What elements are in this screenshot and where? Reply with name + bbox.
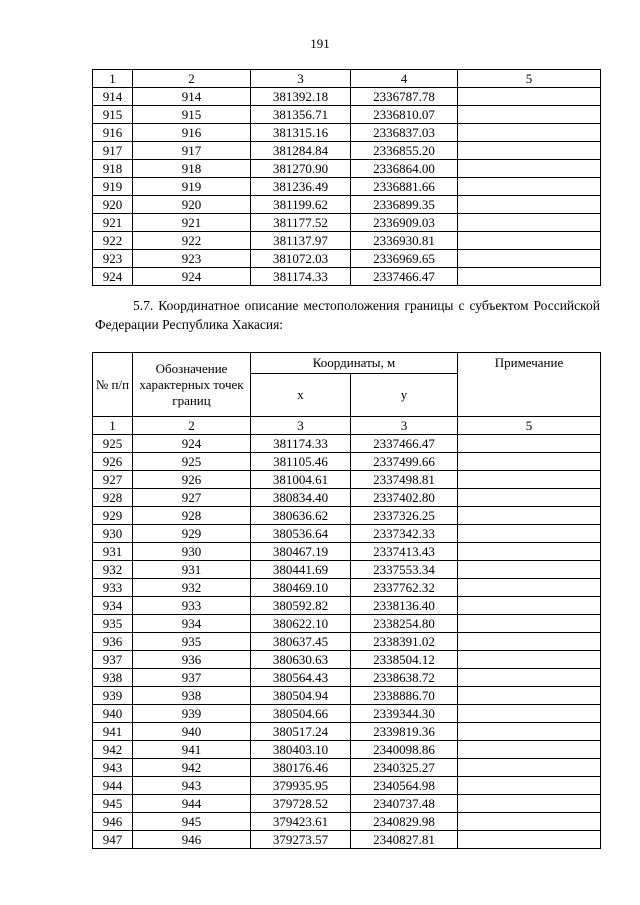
table-cell: 2340564.98 (351, 777, 458, 795)
table-cell: 934 (93, 597, 133, 615)
table-row (93, 160, 601, 178)
table-row (93, 196, 601, 214)
table-row (93, 615, 601, 633)
table-cell: 381315.16 (251, 124, 351, 142)
table-row (93, 453, 601, 471)
table-cell (458, 759, 601, 777)
table-cell (458, 435, 601, 453)
table-cell: 380622.10 (251, 615, 351, 633)
table-cell: 2336930.81 (351, 232, 458, 250)
table-cell (458, 471, 601, 489)
table-cell: 943 (93, 759, 133, 777)
table-cell: 2337466.47 (351, 268, 458, 286)
table-cell: 925 (133, 453, 251, 471)
table-cell: 939 (133, 705, 251, 723)
table-cell: 381392.18 (251, 88, 351, 106)
table-row (93, 232, 601, 250)
table-cell: 380592.82 (251, 597, 351, 615)
table-cell (458, 489, 601, 507)
table-cell: 2337498.81 (351, 471, 458, 489)
table-cell: 917 (133, 142, 251, 160)
table-cell: 941 (133, 741, 251, 759)
table-row (93, 687, 601, 705)
table-cell: 935 (133, 633, 251, 651)
table-cell: 939 (93, 687, 133, 705)
table-row (93, 124, 601, 142)
table-row (93, 525, 601, 543)
table-cell: 925 (93, 435, 133, 453)
table-cell: 928 (133, 507, 251, 525)
table-row (93, 759, 601, 777)
table-cell: 947 (93, 831, 133, 849)
table-cell: 381072.03 (251, 250, 351, 268)
table-cell: 381137.97 (251, 232, 351, 250)
table-cell: 918 (93, 160, 133, 178)
table-cell (458, 178, 601, 196)
table-row (93, 543, 601, 561)
table-cell: 936 (133, 651, 251, 669)
table-row (93, 723, 601, 741)
index-cell: 2 (133, 417, 251, 435)
table-cell: 2336855.20 (351, 142, 458, 160)
table-cell: 381174.33 (251, 435, 351, 453)
table-cell: 919 (133, 178, 251, 196)
table-cell (458, 160, 601, 178)
coordinates-table (92, 352, 601, 849)
table-row (93, 831, 601, 849)
table-cell: 924 (93, 268, 133, 286)
table-row (93, 142, 601, 160)
table-cell: 2340325.27 (351, 759, 458, 777)
table-cell (458, 268, 601, 286)
table-row (93, 178, 601, 196)
header-cell: 1 (93, 70, 133, 88)
header-cell: 3 (251, 70, 351, 88)
table-cell: 946 (93, 813, 133, 831)
table-cell: 942 (133, 759, 251, 777)
table-cell: 914 (133, 88, 251, 106)
column-header-note: Примечание (458, 353, 601, 417)
index-cell: 3 (251, 417, 351, 435)
table-cell: 931 (93, 543, 133, 561)
table-index-row (93, 417, 601, 435)
table-cell (458, 831, 601, 849)
table-cell: 916 (93, 124, 133, 142)
section-text: 5.7. Координатное описание местоположения границы с субъектом Российской Федерации Республика Хакасия: (95, 298, 600, 332)
table-cell: 934 (133, 615, 251, 633)
table-cell: 381105.46 (251, 453, 351, 471)
table-cell: 915 (93, 106, 133, 124)
table-cell: 2336837.03 (351, 124, 458, 142)
table-cell: 922 (133, 232, 251, 250)
table-row (93, 597, 601, 615)
table-row (93, 651, 601, 669)
table-cell: 2336881.66 (351, 178, 458, 196)
table-cell: 921 (93, 214, 133, 232)
table-cell (458, 250, 601, 268)
header-cell: 2 (133, 70, 251, 88)
header-cell: 4 (351, 70, 458, 88)
page-number: 191 (310, 36, 330, 51)
table-cell: 2340737.48 (351, 795, 458, 813)
table-cell: 2337413.43 (351, 543, 458, 561)
table-cell: 380536.64 (251, 525, 351, 543)
table-cell: 932 (133, 579, 251, 597)
table-row (93, 561, 601, 579)
table-cell: 2336810.07 (351, 106, 458, 124)
table-cell: 380564.43 (251, 669, 351, 687)
table-row (93, 507, 601, 525)
table-cell: 930 (93, 525, 133, 543)
table-row (93, 250, 601, 268)
table-cell (458, 507, 601, 525)
table-cell: 2337326.25 (351, 507, 458, 525)
table-cell (458, 633, 601, 651)
table-cell (458, 561, 601, 579)
table-cell: 915 (133, 106, 251, 124)
table-row (93, 741, 601, 759)
table-cell: 924 (133, 268, 251, 286)
index-cell: 3 (351, 417, 458, 435)
table-row (93, 813, 601, 831)
table-cell: 380834.40 (251, 489, 351, 507)
table-cell: 937 (93, 651, 133, 669)
table-cell: 945 (93, 795, 133, 813)
table-cell (458, 88, 601, 106)
table-cell (458, 795, 601, 813)
table-cell: 380504.94 (251, 687, 351, 705)
table-row (93, 268, 601, 286)
table-cell: 2340827.81 (351, 831, 458, 849)
table-cell: 944 (93, 777, 133, 795)
table-cell: 381356.71 (251, 106, 351, 124)
table-cell (458, 579, 601, 597)
table-cell: 929 (93, 507, 133, 525)
table-cell: 380441.69 (251, 561, 351, 579)
table-cell: 916 (133, 124, 251, 142)
table-cell: 2338886.70 (351, 687, 458, 705)
table-cell: 380469.10 (251, 579, 351, 597)
table-row (93, 214, 601, 232)
table-cell: 381004.61 (251, 471, 351, 489)
table-cell: 926 (133, 471, 251, 489)
section-paragraph (95, 296, 600, 334)
table-cell (458, 723, 601, 741)
table-cell: 380517.24 (251, 723, 351, 741)
table-row (93, 777, 601, 795)
table-row (93, 669, 601, 687)
table-cell: 380504.66 (251, 705, 351, 723)
table-cell: 2337402.80 (351, 489, 458, 507)
table-cell: 923 (93, 250, 133, 268)
coordinates-table-continued (92, 69, 601, 286)
table-cell: 381236.49 (251, 178, 351, 196)
column-header-designation: Обозначение характерных точек границ (133, 353, 251, 417)
table-cell: 379273.57 (251, 831, 351, 849)
table-cell: 380630.63 (251, 651, 351, 669)
index-cell: 5 (458, 417, 601, 435)
table-cell: 381284.84 (251, 142, 351, 160)
table-cell: 927 (93, 471, 133, 489)
table-cell: 924 (133, 435, 251, 453)
table-cell: 935 (93, 615, 133, 633)
table-cell: 2338254.80 (351, 615, 458, 633)
table-cell: 919 (93, 178, 133, 196)
column-header-number: № п/п (93, 353, 133, 417)
table-cell: 943 (133, 777, 251, 795)
table-cell (458, 142, 601, 160)
table-cell (458, 687, 601, 705)
table-row (93, 435, 601, 453)
table-cell: 2338136.40 (351, 597, 458, 615)
table-cell: 914 (93, 88, 133, 106)
column-header-coordinates: Координаты, м (251, 353, 458, 374)
table-cell: 926 (93, 453, 133, 471)
table-cell (458, 232, 601, 250)
table-row (93, 633, 601, 651)
table-cell: 380403.10 (251, 741, 351, 759)
table-cell: 380637.45 (251, 633, 351, 651)
table-cell: 379423.61 (251, 813, 351, 831)
table-cell: 381270.90 (251, 160, 351, 178)
table-cell: 944 (133, 795, 251, 813)
table-cell: 927 (133, 489, 251, 507)
table-cell: 380176.46 (251, 759, 351, 777)
table-cell: 941 (93, 723, 133, 741)
table-cell: 2338504.12 (351, 651, 458, 669)
table-cell: 921 (133, 214, 251, 232)
table-cell: 2339344.30 (351, 705, 458, 723)
table-cell (458, 741, 601, 759)
table-cell (458, 651, 601, 669)
column-header-x: x (251, 374, 351, 417)
table-cell: 2339819.36 (351, 723, 458, 741)
table-cell (458, 777, 601, 795)
table-cell (458, 214, 601, 232)
table-row (93, 106, 601, 124)
table-cell: 2336864.00 (351, 160, 458, 178)
table-cell: 2340829.98 (351, 813, 458, 831)
table-cell: 920 (93, 196, 133, 214)
column-header-y: y (351, 374, 458, 417)
table-cell: 2340098.86 (351, 741, 458, 759)
table-cell: 2337499.66 (351, 453, 458, 471)
table-row (93, 705, 601, 723)
table-cell (458, 106, 601, 124)
table-cell (458, 196, 601, 214)
table-cell: 923 (133, 250, 251, 268)
table-cell: 931 (133, 561, 251, 579)
table-cell (458, 705, 601, 723)
table-cell: 380467.19 (251, 543, 351, 561)
table-row (93, 489, 601, 507)
table-cell: 946 (133, 831, 251, 849)
table-cell: 937 (133, 669, 251, 687)
table-cell: 2337553.34 (351, 561, 458, 579)
table-cell: 379728.52 (251, 795, 351, 813)
table-cell: 945 (133, 813, 251, 831)
table-cell: 2337466.47 (351, 435, 458, 453)
table-cell (458, 669, 601, 687)
table-row (93, 88, 601, 106)
table-cell (458, 124, 601, 142)
table-cell: 379935.95 (251, 777, 351, 795)
table-cell (458, 525, 601, 543)
table-cell: 380636.62 (251, 507, 351, 525)
table-cell (458, 597, 601, 615)
table-cell: 381177.52 (251, 214, 351, 232)
table-cell: 917 (93, 142, 133, 160)
table-cell: 936 (93, 633, 133, 651)
table-header-row (93, 353, 601, 374)
table-cell: 940 (93, 705, 133, 723)
table-cell (458, 453, 601, 471)
table-cell: 2338638.72 (351, 669, 458, 687)
table-cell: 929 (133, 525, 251, 543)
table-cell: 2336969.65 (351, 250, 458, 268)
table-row (93, 579, 601, 597)
table-cell: 2336899.35 (351, 196, 458, 214)
table-cell: 933 (133, 597, 251, 615)
table-cell: 933 (93, 579, 133, 597)
index-cell: 1 (93, 417, 133, 435)
table-cell: 928 (93, 489, 133, 507)
table-cell (458, 813, 601, 831)
table-cell: 920 (133, 196, 251, 214)
table-cell: 381174.33 (251, 268, 351, 286)
table-cell: 2338391.02 (351, 633, 458, 651)
table-cell: 381199.62 (251, 196, 351, 214)
table-cell: 2337342.33 (351, 525, 458, 543)
table-cell: 2337762.32 (351, 579, 458, 597)
table-cell (458, 615, 601, 633)
table-header-row (93, 70, 601, 88)
table-cell: 938 (133, 687, 251, 705)
header-cell: 5 (458, 70, 601, 88)
table-cell: 2336787.78 (351, 88, 458, 106)
table-cell: 918 (133, 160, 251, 178)
table-row (93, 795, 601, 813)
table-cell: 922 (93, 232, 133, 250)
table-cell: 2336909.03 (351, 214, 458, 232)
table-row (93, 471, 601, 489)
table-cell: 938 (93, 669, 133, 687)
table-cell: 932 (93, 561, 133, 579)
table-cell (458, 543, 601, 561)
table-cell: 942 (93, 741, 133, 759)
table-cell: 930 (133, 543, 251, 561)
table-cell: 940 (133, 723, 251, 741)
